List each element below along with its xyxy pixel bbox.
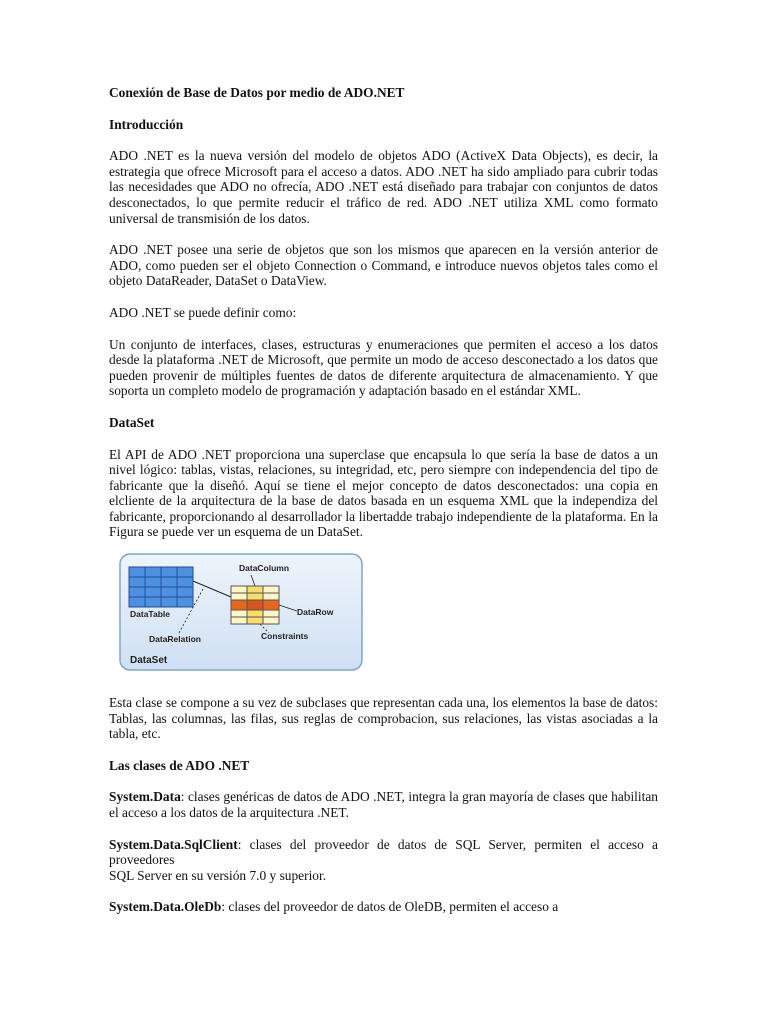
heading-clases-ado: Las clases de ADO .NET <box>109 757 250 773</box>
class-name: System.Data <box>109 789 181 805</box>
document-title: Conexión de Base de Datos por medio de ADO.NET <box>109 85 405 100</box>
document-body <box>109 85 658 915</box>
dataset-paragraph-1: El API de ADO .NET proporciona una superclase que encapsula lo que sería la base de datos a un nivel lógico: tablas, vistas, relaciones, su integridad, etc, pero siempre con independencia del tipo de fabricante que la diseñó. Aquí se tiene el mejor concepto de datos desconectados: una copia en elcliente de la arquitectura de la base de datos basada en un esquema XML que la independiza del fabricante, proporcionando al desarrollador la libertadde trabajo independiente de la plataforma. En la Figura se puede ver un esquema de un DataSet. <box>109 446 658 540</box>
intro-paragraph-1: ADO .NET es la nueva versión del modelo de objetos ADO (ActiveX Data Objects), es decir, la estrategia que ofrece Microsoft para el acceso a datos. ADO .NET ha sido ampliado para cubrir todas las necesidades que ADO no ofrecía, ADO .NET está diseñado para trabajar con conjuntos de datos desconectados, lo que permite reducir el tráfico de red. ADO .NET utiliza XML como formato universal de transmisión de los datos. <box>109 148 658 226</box>
class-description: : clases genéricas de datos de ADO .NET, integra la gran mayoría de clases que habilitan el acceso a los datos de la arquitectura .NET. <box>109 789 658 821</box>
heading-introduccion: Introducción <box>109 116 184 132</box>
class-name: System.Data.OleDb <box>109 899 222 915</box>
label-datarow: DataRow <box>297 607 334 618</box>
dataset-diagram <box>109 553 657 673</box>
intro-paragraph-3: ADO .NET se puede definir como: <box>109 304 297 320</box>
class-description-line2: SQL Server en su versión 7.0 y superior. <box>109 867 327 883</box>
class-description: : clases del proveedor de datos de SQL Server, permiten el acceso a proveedores <box>109 836 658 868</box>
dataset-paragraph-2: Esta clase se compone a su vez de subclases que representan cada una, los elementos la base de datos: Tablas, las columnas, las filas, sus reglas de comprobacion, sus relaciones, las vistas asociadas a la tabla, etc. <box>109 695 658 742</box>
class-entry-sqlclient <box>109 837 658 884</box>
intro-paragraph-2: ADO .NET posee una serie de objetos que son los mismos que aparecen en la versión anterior de ADO, como pueden ser el objeto Connection o Command, e introduce nuevos objetos tales como el objeto DataReader, DataSet o DataView. <box>109 242 658 289</box>
heading-dataset: DataSet <box>109 414 155 430</box>
class-entry-oledb <box>109 899 658 915</box>
label-dataset: DataSet <box>130 655 168 667</box>
class-entry-system-data <box>109 789 658 820</box>
label-datatable: DataTable <box>130 609 170 620</box>
label-constraints: Constraints <box>261 631 309 642</box>
intro-paragraph-4: Un conjunto de interfaces, clases, estructuras y enumeraciones que permiten el acceso a los datos desde la plataforma .NET de Microsoft, que permite un modo de acceso desconectado a los datos que pueden provenir de múltiples fuentes de datos de diferente arquitectura de almacenamiento. Y que soporta un completo modelo de programación y adaptación basado en el estándar XML. <box>109 336 658 399</box>
datatable-grid <box>129 567 193 607</box>
class-name: System.Data.SqlClient <box>109 836 238 852</box>
dataset-diagram-svg <box>119 553 363 671</box>
datatable-detail-grid <box>231 586 279 624</box>
label-datarelation: DataRelation <box>149 634 201 645</box>
label-datacolumn: DataColumn <box>239 563 290 574</box>
class-description: : clases del proveedor de datos de OleDB, permiten el acceso a <box>221 899 559 915</box>
